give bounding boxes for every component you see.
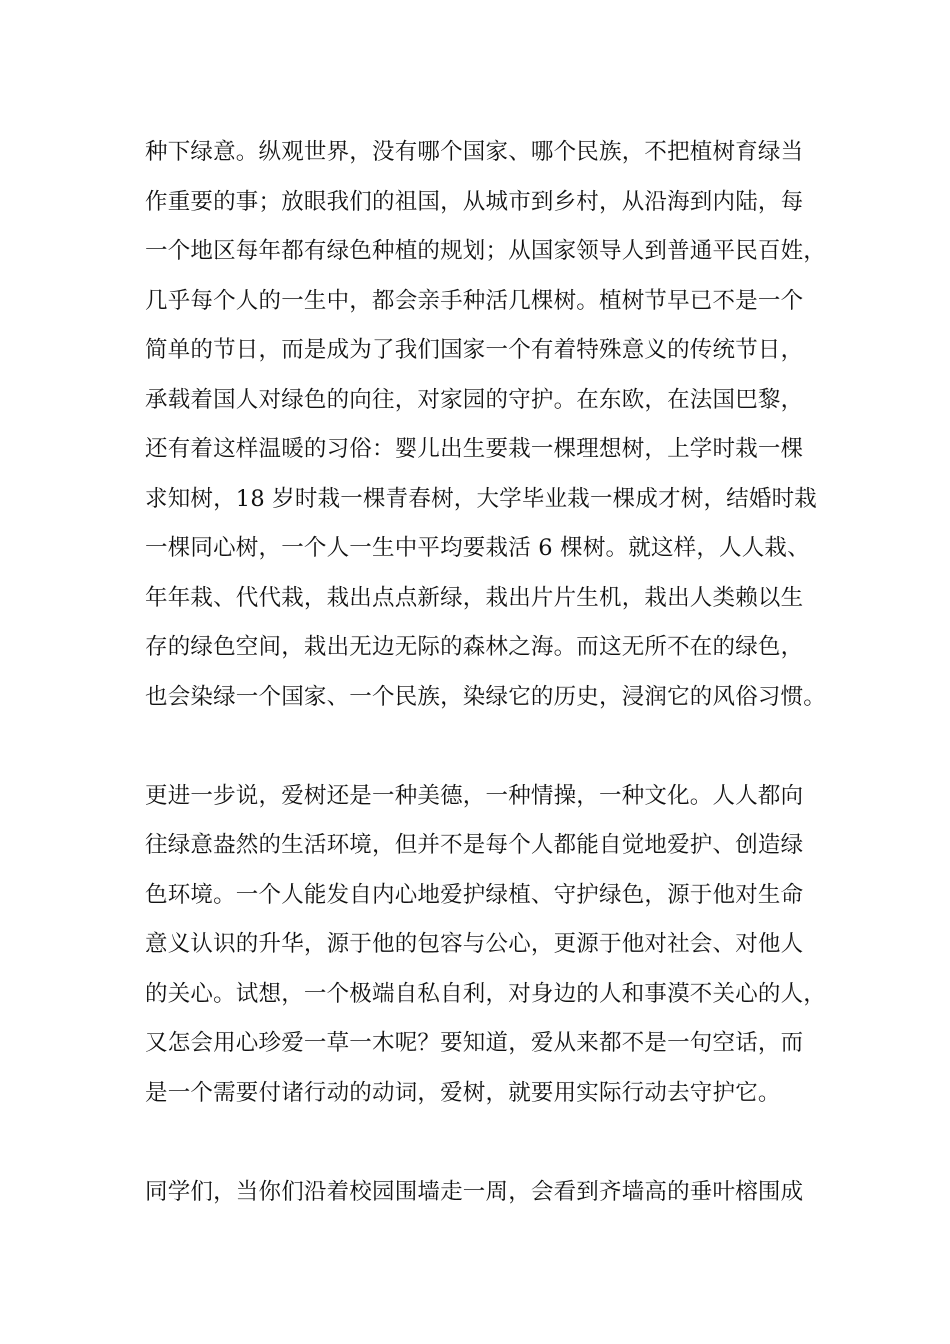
- text-line: 几乎每个人的一生中，都会亲手种活几棵树。植树节早已不是一个: [145, 287, 804, 314]
- document-body: [145, 128, 825, 1217]
- text-line: 承载着国人对绿色的向往，对家园的守护。在东欧，在法国巴黎，: [145, 386, 804, 413]
- text-line: 一个地区每年都有绿色种植的规划；从国家领导人到普通平民百姓，: [145, 238, 827, 264]
- paragraph-spacer: [145, 1118, 825, 1168]
- text-line: 还有着这样温暖的习俗：婴儿出生要栽一棵理想树，上学时栽一棵: [145, 436, 804, 462]
- text-line: 存的绿色空间，栽出无边无际的森林之海。而这无所不在的绿色，: [145, 634, 804, 660]
- paragraph-spacer: [145, 722, 825, 772]
- text-line: 又怎会用心珍爱一草一木呢？要知道，爱从来都不是一句空话，而: [145, 1030, 804, 1056]
- paragraph-3: [145, 1168, 825, 1218]
- text-line: 同学们，当你们沿着校园围墙走一周，会看到齐墙高的垂叶榕围成: [145, 1178, 804, 1205]
- paragraph-2: [145, 772, 825, 1119]
- paragraph-1: [145, 128, 825, 722]
- text-line: 也会染绿一个国家、一个民族，染绿它的历史，浸润它的风俗习惯。: [145, 683, 827, 710]
- text-line: 是一个需要付诸行动的动词，爱树，就要用实际行动去守护它。: [145, 1079, 781, 1106]
- text-line: 一棵同心树，一个人一生中平均要栽活 6 棵树。就这样，人人栽、: [145, 535, 810, 561]
- text-line: 求知树，18 岁时栽一棵青春树，大学毕业栽一棵成才树，结婚时栽: [145, 485, 817, 512]
- text-line: 更进一步说，爱树还是一种美德，一种情操，一种文化。人人都向: [145, 782, 804, 809]
- text-line: 意义认识的升华，源于他的包容与公心，更源于他对社会、对他人: [145, 931, 804, 957]
- text-line: 色环境。一个人能发自内心地爱护绿植、守护绿色，源于他对生命: [145, 881, 804, 908]
- text-line: 作重要的事；放眼我们的祖国，从城市到乡村，从沿海到内陆，每: [145, 188, 804, 215]
- text-line: 年年栽、代代栽，栽出点点新绿，栽出片片生机，栽出人类赖以生: [145, 584, 804, 611]
- text-line: 种下绿意。纵观世界，没有哪个国家、哪个民族，不把植树育绿当: [145, 139, 804, 165]
- text-line: 往绿意盎然的生活环境，但并不是每个人都能自觉地爱护、创造绿: [145, 832, 804, 858]
- text-line: 的关心。试想，一个极端自私自利，对身边的人和事漠不关心的人，: [145, 980, 827, 1007]
- text-line: 简单的节日，而是成为了我们国家一个有着特殊意义的传统节日，: [145, 337, 804, 363]
